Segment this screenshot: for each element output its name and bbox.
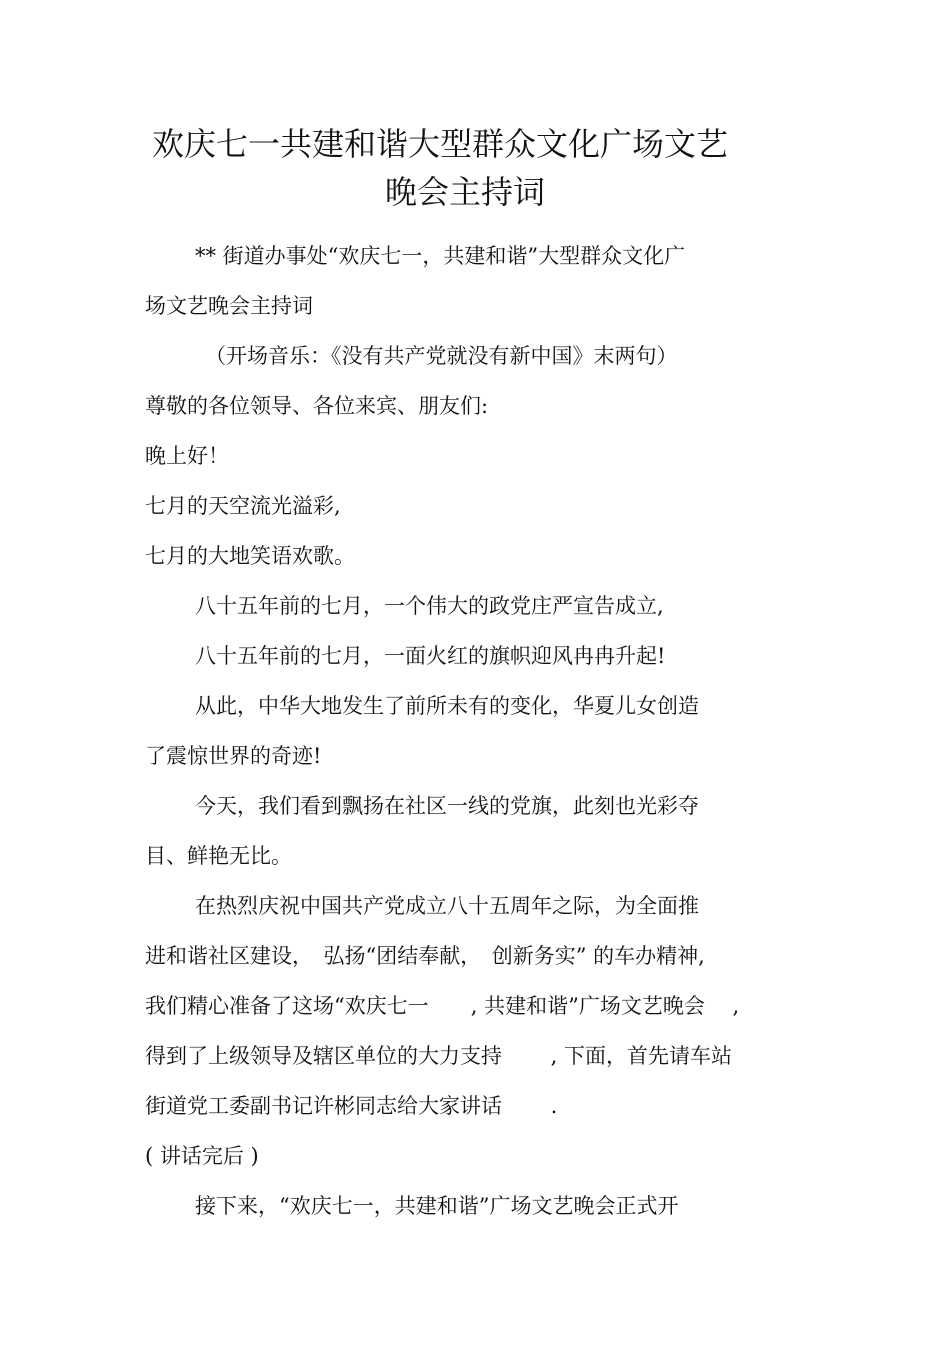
paragraph-line: 晚上好！ [145,444,229,468]
paragraph-line: 今天，我们看到飘扬在社区一线的党旗，此刻也光彩夺 [195,794,699,818]
paragraph-line: 尊敬的各位领导、各位来宾、朋友们: [145,394,489,418]
paragraph-line: 接下来，“欢庆七一，共建和谐”广场文艺晚会正式开 [195,1194,679,1218]
paragraph-line: 进和谐社区建设， 弘扬“团结奉献， 创新务实” 的车办精神, [145,944,705,968]
paragraph-line: 七月的大地笑语欢歌。 [145,544,355,568]
paragraph-line: 七月的天空流光溢彩, [145,494,341,518]
document-title-line-2: 晚会主持词 [384,173,545,211]
paragraph-line: 从此，中华大地发生了前所未有的变化，华夏儿女创造 [195,694,699,718]
paragraph-line: 八十五年前的七月，一个伟大的政党庄严宣告成立, [195,594,664,618]
paragraph-line: 得到了上级领导及辖区单位的大力支持 , 下面，首先请车站 [145,1044,733,1068]
paragraph-line: 场文艺晚会主持词 [145,294,313,318]
document-title-line-1: 欢庆七一共建和谐大型群众文化广场文艺 [151,125,728,163]
paragraph-line: 我们精心准备了这场“欢庆七一 , 共建和谐”广场文艺晚会 , [145,994,740,1018]
paragraph-line: 目、鲜艳无比。 [145,844,292,868]
paragraph-line: ( 讲话完后 ) [145,1144,259,1168]
paragraph-line: 了震惊世界的奇迹! [145,744,322,768]
paragraph-line: 八十五年前的七月，一面火红的旗帜迎风冉冉升起! [195,644,666,668]
paragraph-line: ** 街道办事处“欢庆七一，共建和谐”大型群众文化广 [195,244,686,268]
paragraph-line: （开场音乐：《没有共产党就没有新中国》末两句） [205,344,678,368]
paragraph-line: 街道党工委副书记许彬同志给大家讲话 . [145,1094,558,1118]
paragraph-line: 在热烈庆祝中国共产党成立八十五周年之际，为全面推 [195,894,699,918]
